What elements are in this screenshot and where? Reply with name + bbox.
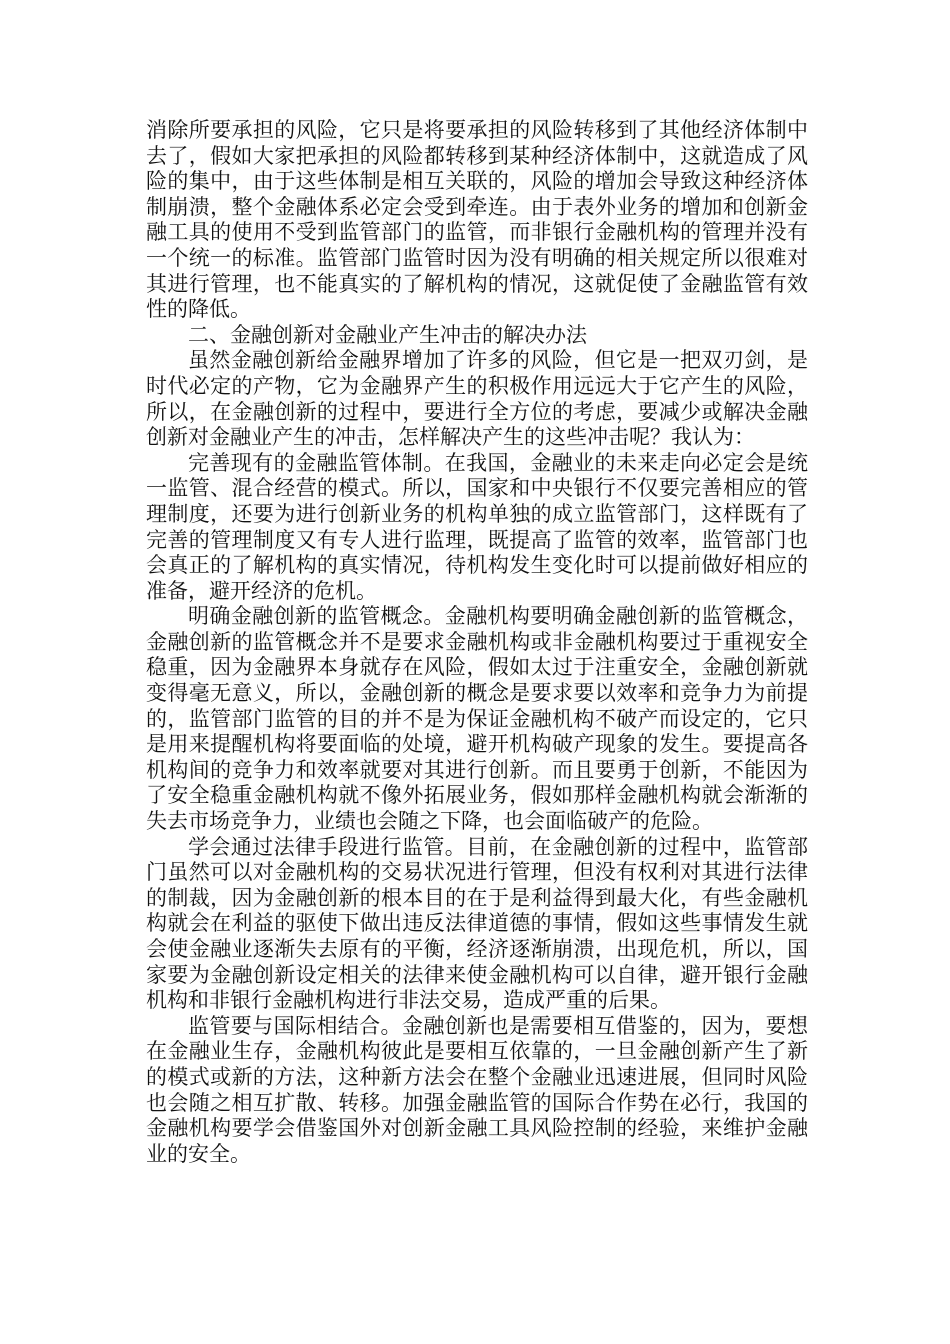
paragraph-improve-supervision-system: 完善现有的金融监管体制。在我国，金融业的未来走向必定会是统一监管、混合经营的模式。所以，国家和中央银行不仅要完善相应的管理制度，还要为进行创新业务的机构单独的成立监管部门，这样既有了完善的管理制度又有专人进行监理，既提高了监管的效率，监管部门也会真正的了解机构的真实情况，待机构发生变化时可以提前做好相应的准备，避开经济的危机。 [146, 450, 808, 603]
paragraph-risk-concentration: 消除所要承担的风险，它只是将要承担的风险转移到了其他经济体制中去了，假如大家把承担的风险都转移到某种经济体制中，这就造成了风险的集中，由于这些体制是相互关联的，风险的增加会导致这种经济体制崩溃，整个金融体系必定会受到牵连。由于表外业务的增加和创新金融工具的使用不受到监管部门的监管，而非银行金融机构的管理并没有一个统一的标准。监管部门监管时因为没有明确的相关规定所以很难对其进行管理，也不能真实的了解机构的情况，这就促使了金融监管有效性的降低。 [146, 118, 808, 322]
paragraph-legal-supervision: 学会通过法律手段进行监管。目前，在金融创新的过程中，监管部门虽然可以对金融机构的交易状况进行管理，但没有权利对其进行法律的制裁，因为金融创新的根本目的在于是利益得到最大化，有些金融机构就会在利益的驱使下做出违反法律道德的事情，假如这些事情发生就会使金融业逐渐失去原有的平衡，经济逐渐崩溃，出现危机，所以，国家要为金融创新设定相关的法律来使金融机构可以自律，避开银行金融机构和非银行金融机构进行非法交易，造成严重的后果。 [146, 834, 808, 1013]
section-heading-solutions: 二、金融创新对金融业产生冲击的解决办法 [188, 322, 587, 347]
paragraph-clarify-supervision-concept: 明确金融创新的监管概念。金融机构要明确金融创新的监管概念，金融创新的监管概念并不是要求金融机构或非金融机构要过于重视安全稳重，因为金融界本身就存在风险，假如太过于注重安全，金融创新就变得毫无意义，所以，金融创新的概念是要求要以效率和竞争力为前提的，监管部门监管的目的并不是为保证金融机构不破产而设定的，它只是用来提醒机构将要面临的处境，避开机构破产现象的发生。要提高各机构间的竞争力和效率就要对其进行创新。而且要勇于创新，不能因为了安全稳重金融机构就不像外拓展业务，假如那样金融机构就会渐渐的失去市场竞争力，业绩也会随之下降，也会面临破产的危险。 [146, 604, 808, 834]
document-body [146, 118, 808, 1167]
paragraph-double-edged-sword: 虽然金融创新给金融界增加了许多的风险，但它是一把双刃剑，是时代必定的产物，它为金融界产生的积极作用远远大于它产生的风险，所以，在金融创新的过程中，要进行全方位的考虑，要减少或解决金融创新对金融业产生的冲击，怎样解决产生的这些冲击呢？我认为： [146, 348, 808, 450]
paragraph-international-cooperation: 监管要与国际相结合。金融创新也是需要相互借鉴的，因为，要想在金融业生存，金融机构彼此是要相互依靠的，一旦金融创新产生了新的模式或新的方法，这种新方法会在整个金融业迅速进展，但同时风险也会随之相互扩散、转移。加强金融监管的国际合作势在必行，我国的金融机构要学会借鉴国外对创新金融工具风险控制的经验，来维护金融业的安全。 [146, 1013, 808, 1166]
